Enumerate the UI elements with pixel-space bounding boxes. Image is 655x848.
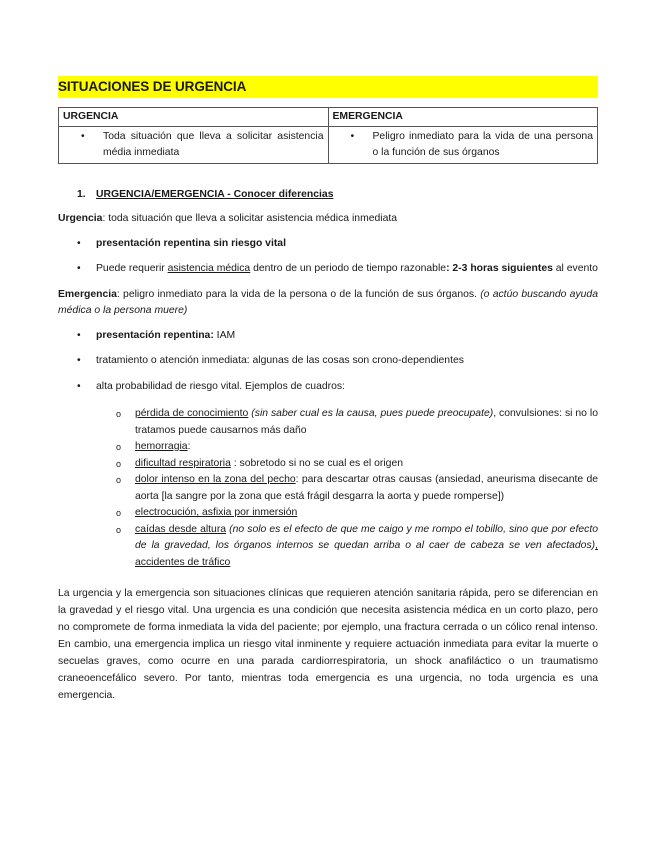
document-page (58, 76, 598, 704)
list-item (58, 379, 598, 396)
comparison-table (58, 107, 598, 164)
sublist-item-text (135, 456, 598, 473)
section-number: 1. (77, 188, 86, 200)
list-item-text (96, 328, 598, 345)
emergencia-definition-text: : peligro inmediato para la vida de la persona o de la función de sus órganos. (116, 288, 481, 300)
section-heading (58, 187, 598, 204)
urgencia-definition (58, 211, 598, 228)
bold-run: : 2-3 horas siguientes (446, 263, 553, 274)
circle-bullet-icon: o (116, 475, 122, 485)
urgencia-label: Urgencia (58, 213, 103, 224)
text-run: dentro de un periodo de tiempo razonable (250, 263, 447, 274)
table-cell-text: Peligro inmediato para la vida de una persona o la función de sus órganos (372, 130, 593, 158)
circle-bullet-icon: o (116, 409, 122, 419)
sublist-item-text (135, 472, 598, 505)
emergencia-definition-italic: (o actúo buscando ayuda médica o la persona muere) (58, 288, 598, 316)
sublist-item-text (135, 505, 598, 522)
bullet-icon: • (350, 130, 355, 142)
bullet-icon: • (81, 130, 85, 142)
sublist-item (58, 406, 598, 439)
list-item-text: presentación repentina sin riesgo vital (96, 237, 286, 249)
bullet-icon: • (77, 380, 81, 392)
urgencia-list (58, 236, 598, 278)
list-item (58, 261, 598, 278)
text-run: al evento (552, 263, 598, 274)
sublist-item (58, 522, 598, 572)
table-header-emergencia: EMERGENCIA (328, 108, 598, 127)
emergencia-definition (58, 287, 598, 320)
underlined-run: hemorragia (135, 441, 188, 452)
sublist-item (58, 439, 598, 456)
circle-bullet-icon: o (116, 458, 122, 469)
table-header-urgencia: URGENCIA (59, 108, 329, 127)
bullet-icon: • (77, 263, 81, 274)
table-cell-emergencia (328, 126, 598, 163)
bullet-icon: • (77, 355, 81, 366)
circle-bullet-icon: o (116, 524, 122, 535)
bullet-icon: • (77, 237, 81, 249)
list-item (58, 236, 598, 253)
page-title: SITUACIONES DE URGENCIA (58, 76, 598, 98)
underlined-run: electrocución, asfixia por inmersión (135, 507, 298, 518)
sublist-item-text (135, 406, 598, 439)
asistencia-medica-link[interactable]: asistencia médica (167, 263, 251, 274)
table-cell-text: Toda situación que lleva a solicitar asistencia média inmediata (103, 130, 324, 158)
italic-run: (no solo es el efecto de que me caigo y me rompo el tobillo, sino que por efecto de la gravedad, los órganos internos se quedan arriba o al caer de cabeza se ven afectados) (135, 523, 598, 551)
text-run: : sobretodo si no se cual es el origen (230, 457, 404, 469)
underlined-run: dolor intenso en la zona del pecho (135, 474, 296, 485)
sublist-item (58, 456, 598, 473)
sublist-item (58, 472, 598, 505)
text-run: : (187, 441, 191, 452)
list-item-text (96, 261, 598, 278)
underlined-run: caídas desde altura (135, 523, 227, 535)
list-item (58, 328, 598, 345)
emergencia-list (58, 328, 598, 396)
sublist-item-text (135, 522, 598, 572)
bullet-icon: • (77, 329, 81, 341)
underlined-run: pérdida de conocimiento (135, 408, 249, 419)
bold-run: presentación repentina: (96, 329, 214, 341)
sublist-item (58, 505, 598, 522)
urgencia-definition-text: : toda situación que lleva a solicitar asistencia médica inmediata (102, 213, 398, 224)
list-item (58, 353, 598, 370)
emergencia-label: Emergencia (58, 288, 117, 300)
list-item-text: tratamiento o atención inmediata: algunas de las cosas son crono-dependientes (96, 355, 464, 366)
sublist-item-text (135, 439, 598, 456)
text-run: IAM (213, 329, 236, 341)
section-heading-text: URGENCIA/EMERGENCIA - Conocer diferencias (96, 188, 334, 200)
summary-paragraph: La urgencia y la emergencia son situaciones clínicas que requieren atención sanitaria rápida, pero se diferencian en la gravedad y el riesgo vital. Una urgencia es una condición que necesita asistencia médica en un corto plazo, pero no compromete de forma inmediata la vida del paciente; por ejemplo, una fractura cerrada o un cólico renal intenso. En cambio, una emergencia implica un riesgo vital inminente y requiere actuación inmediata para evitar la muerte o secuelas graves, como ocurre en una parada cardiorrespiratoria, un shock anafiláctico o un traumatismo craneoencefálico severo. Por tanto, mientras toda emergencia es una urgencia, no toda urgencia es una emergencia. (58, 588, 598, 701)
text-run: Puede requerir (96, 263, 168, 274)
italic-run: (sin saber cual es la causa, pues puede preocupate) (248, 408, 494, 419)
text-run: : para descartar otras causas (ansiedad, aneurisma disecante de aorta [la sangre por la zona que está frágil desgarra la aorta y puede romperse]) (135, 474, 598, 502)
circle-bullet-icon: o (116, 442, 122, 452)
examples-sublist (58, 406, 598, 571)
text-run: , convulsiones: si no lo tratamos puede causarnos más daño (135, 408, 598, 436)
underlined-run: , accidentes de tráfico (135, 540, 598, 568)
circle-bullet-icon: o (116, 508, 122, 518)
underlined-run: dificultad respiratoria (135, 457, 231, 469)
list-item-text: alta probabilidad de riesgo vital. Ejemplos de cuadros: (96, 380, 345, 392)
table-cell-urgencia (59, 126, 329, 163)
